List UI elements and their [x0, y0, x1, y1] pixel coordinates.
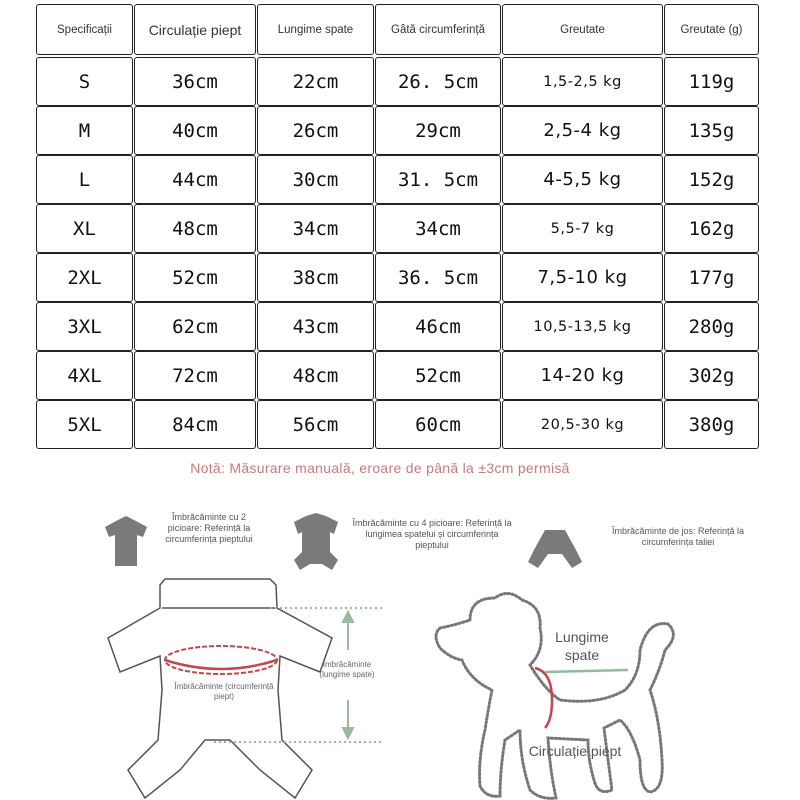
table-cell-size: 3XL	[36, 302, 133, 351]
table-cell-weight: 5,5-7 kg	[502, 204, 663, 253]
table-cell-weight: 20,5-30 kg	[502, 400, 663, 449]
header-cell: Greutate	[502, 4, 663, 55]
table-cell-back: 34cm	[257, 204, 374, 253]
dog-back-length-label: Lungime spate	[555, 629, 609, 663]
table-cell-chest: 40cm	[134, 106, 256, 155]
dog-outline	[436, 593, 673, 798]
table-cell-grams: 380g	[664, 400, 759, 449]
table-cell-back: 48cm	[257, 351, 374, 400]
table-cell-chest: 84cm	[134, 400, 256, 449]
table-cell-size: 4XL	[36, 351, 133, 400]
table-cell-size: 2XL	[36, 253, 133, 302]
table-cell-weight: 7,5-10 kg	[502, 253, 663, 302]
table-cell-size: S	[36, 57, 133, 106]
table-cell-size: 5XL	[36, 400, 133, 449]
header-cell: Circulație piept	[134, 4, 256, 55]
measurement-note: Notă: Măsurare manuală, eroare de până la ±3cm permisă	[190, 460, 570, 476]
table-cell-grams: 177g	[664, 253, 759, 302]
table-cell-size: M	[36, 106, 133, 155]
table-cell-neck: 31. 5cm	[375, 155, 501, 204]
table-cell-back: 22cm	[257, 57, 374, 106]
table-cell-neck: 36. 5cm	[375, 253, 501, 302]
table-cell-weight: 2,5-4 kg	[502, 106, 663, 155]
four-leg-caption: Îmbrăcăminte cu 4 picioare: Referință la lungimea spatelui și circumferința pieptului	[352, 518, 512, 550]
table-cell-back: 26cm	[257, 106, 374, 155]
chest-ring	[165, 646, 277, 674]
table-cell-neck: 34cm	[375, 204, 501, 253]
table-cell-size: XL	[36, 204, 133, 253]
table-cell-chest: 44cm	[134, 155, 256, 204]
two-leg-caption: Îmbrăcăminte cu 2 picioare: Referință la circumferința pieptului	[165, 512, 253, 544]
table-cell-neck: 46cm	[375, 302, 501, 351]
table-cell-back: 38cm	[257, 253, 374, 302]
header-cell: Greutate (g)	[664, 4, 759, 55]
dog-chest-label: Circulație piept	[528, 743, 622, 759]
table-cell-weight: 1,5-2,5 kg	[502, 57, 663, 106]
table-cell-chest: 62cm	[134, 302, 256, 351]
table-cell-weight: 4-5,5 kg	[502, 155, 663, 204]
dog-back-length-line	[545, 670, 628, 672]
table-cell-chest: 72cm	[134, 351, 256, 400]
header-cell: Lungime spate	[257, 4, 374, 55]
back-length-label: Îmbrăcăminte (lungime spate)	[319, 660, 375, 679]
table-cell-neck: 52cm	[375, 351, 501, 400]
table-cell-chest: 52cm	[134, 253, 256, 302]
table-cell-back: 43cm	[257, 302, 374, 351]
header-cell: Gâtă circumferință	[375, 4, 501, 55]
table-cell-grams: 152g	[664, 155, 759, 204]
table-cell-grams: 119g	[664, 57, 759, 106]
two-leg-garment-icon	[105, 516, 147, 566]
table-cell-back: 30cm	[257, 155, 374, 204]
table-cell-grams: 135g	[664, 106, 759, 155]
chest-label: Îmbrăcăminte (circumferință piept)	[174, 682, 274, 701]
table-cell-neck: 29cm	[375, 106, 501, 155]
table-cell-chest: 48cm	[134, 204, 256, 253]
header-cell: Specificații	[36, 4, 133, 55]
table-cell-grams: 162g	[664, 204, 759, 253]
table-cell-neck: 60cm	[375, 400, 501, 449]
table-cell-chest: 36cm	[134, 57, 256, 106]
table-cell-grams: 280g	[664, 302, 759, 351]
bottom-garment-icon	[528, 530, 582, 568]
table-cell-grams: 302g	[664, 351, 759, 400]
table-cell-back: 56cm	[257, 400, 374, 449]
four-leg-garment-icon	[294, 513, 338, 570]
table-cell-size: L	[36, 155, 133, 204]
bottom-caption: Îmbrăcăminte de jos: Referință la circumferința taliei	[611, 526, 745, 547]
table-cell-weight: 10,5-13,5 kg	[502, 302, 663, 351]
table-cell-weight: 14-20 kg	[502, 351, 663, 400]
table-cell-neck: 26. 5cm	[375, 57, 501, 106]
